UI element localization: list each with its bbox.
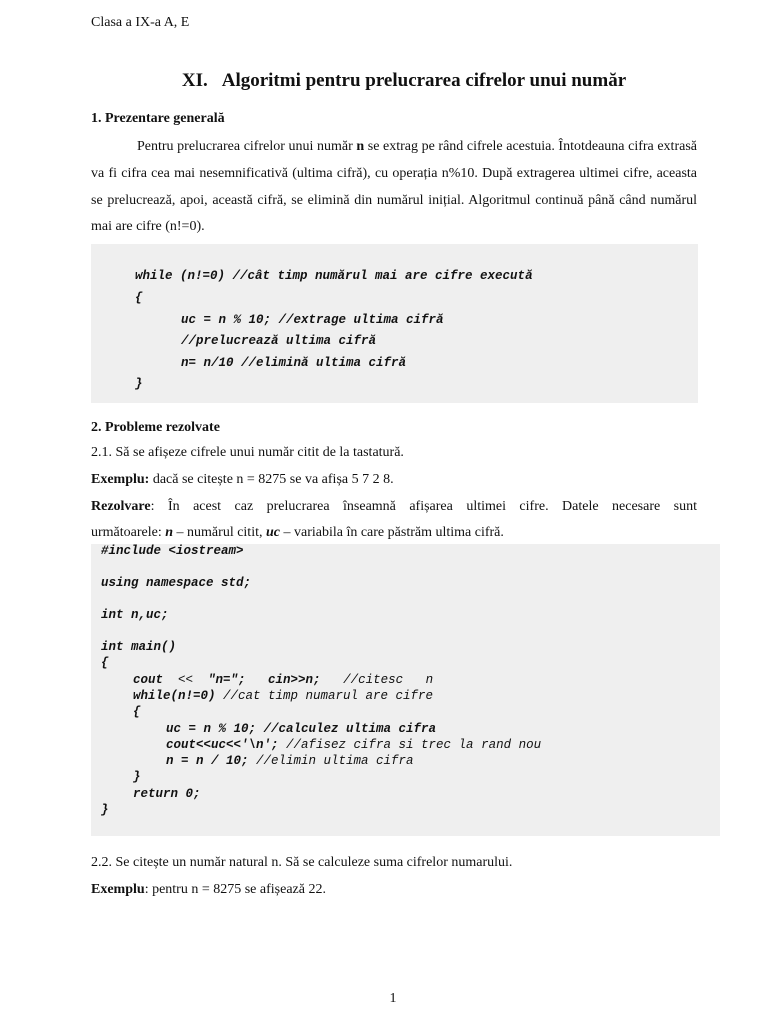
example-text: dacă se citește n = 8275 se va afișa 5 7 2 8. <box>149 472 394 487</box>
example-2 <box>91 880 697 900</box>
solution-line-2 <box>91 523 697 543</box>
code-token: cout<<uc<<'\n'; <box>166 738 279 752</box>
section-heading-overview: 1. Prezentare generală <box>91 111 225 126</box>
code-line: int n,uc; <box>101 608 169 622</box>
code-line: } <box>135 377 143 391</box>
code-line: while (n!=0) //cât timp numărul mai are cifre execută <box>135 269 533 283</box>
code-line <box>166 754 414 768</box>
var-n: n <box>165 525 174 540</box>
overview-text-b: se extrag pe rând cifrele acestuia. Întotdeauna cifra extrasă va fi cifra cea mai nesemnificativă (ultima cifră), cu operația n%10. După extragerea ultimei cifre, aceasta se prelucrează, apoi, această cifră, se elimină din numărul inițial. Algoritmul continuă până când numărul mai are cifre (n!=0). <box>91 139 697 235</box>
section-heading-problems: 2. Probleme rezolvate <box>91 420 220 435</box>
code-line: { <box>101 656 109 670</box>
overview-var-n: n <box>356 139 365 154</box>
code-line: using namespace std; <box>101 576 252 590</box>
page-number: 1 <box>389 991 397 1006</box>
code-line: { <box>133 705 141 719</box>
code-line <box>166 738 541 752</box>
code-line: } <box>133 770 141 784</box>
problem-2-2: 2.2. Se citește un număr natural n. Să se calculeze suma cifrelor numarului. <box>91 855 513 870</box>
pseudocode-block <box>91 244 698 403</box>
code-token: cout <box>133 673 164 687</box>
code-token: << <box>163 673 209 687</box>
code-token: while(n!=0) <box>133 689 216 703</box>
solution-text: : În acest caz prelucrarea înseamnă afișarea ultimei cifre. Datele necesare sunt <box>150 499 697 514</box>
example-label: Exemplu: <box>91 472 150 487</box>
problem-2-1: 2.1. Să se afișeze cifrele unui număr citit de la tastatură. <box>91 445 404 460</box>
var-uc: uc <box>265 525 280 540</box>
code-comment: //cat timp numarul are cifre <box>215 689 434 703</box>
code-line: return 0; <box>133 787 201 801</box>
code-line: } <box>101 803 109 817</box>
code-comment: //elimin ultima cifra <box>248 754 414 768</box>
code-token: cin>>n; <box>245 673 321 687</box>
overview-paragraph <box>91 134 697 241</box>
code-comment: //afisez cifra si trec la rand nou <box>278 738 542 752</box>
code-line: int main() <box>101 640 177 654</box>
code-line: //prelucrează ultima cifră <box>181 334 377 348</box>
code-line: uc = n % 10; //calculez ultima cifra <box>166 722 437 736</box>
code-line <box>133 673 433 687</box>
solution-text-c: – variabila în care păstrăm ultima cifră. <box>279 525 504 540</box>
chapter-title <box>0 70 768 92</box>
code-line: n= n/10 //elimină ultima cifră <box>181 356 407 370</box>
code-comment: //citesc n <box>320 673 434 687</box>
example-1 <box>91 470 697 490</box>
code-line <box>133 689 433 703</box>
chapter-title-text: Algoritmi pentru prelucrarea cifrelor unui număr <box>221 70 627 91</box>
example-label: Exemplu <box>91 882 145 897</box>
example-text: : pentru n = 8275 se afișează 22. <box>144 882 326 897</box>
solution-label: Rezolvare <box>91 499 151 514</box>
code-line: { <box>135 291 143 305</box>
solution-text-b: – numărul citit, <box>173 525 266 540</box>
cpp-code-block <box>91 544 720 836</box>
solution-text-a: următoarele: <box>91 525 166 540</box>
code-line: #include <iostream> <box>101 544 244 558</box>
code-line: uc = n % 10; //extrage ultima cifră <box>181 313 444 327</box>
code-token: n = n / 10; <box>166 754 249 768</box>
chapter-number: XI. <box>181 70 208 91</box>
solution-line-1 <box>91 497 697 517</box>
code-token: "n="; <box>208 673 246 687</box>
overview-text-a: Pentru prelucrarea cifrelor unui număr <box>137 139 357 154</box>
page-header: Clasa a IX-a A, E <box>91 15 190 30</box>
